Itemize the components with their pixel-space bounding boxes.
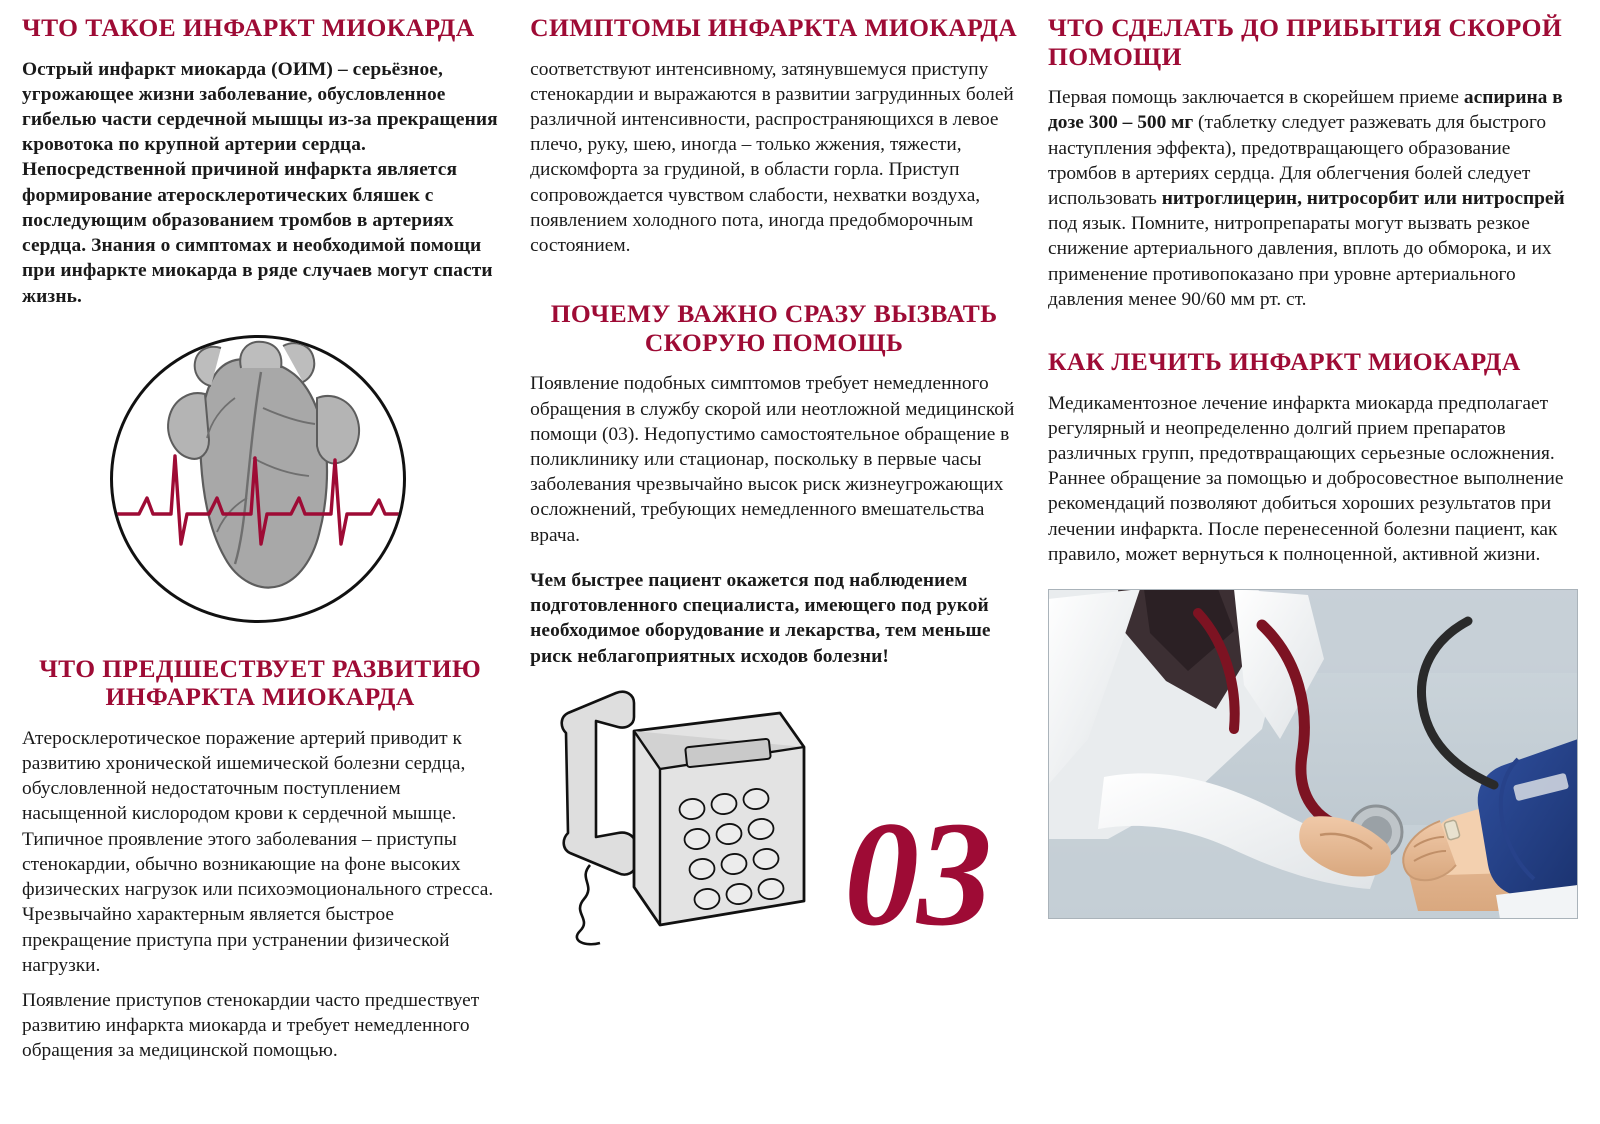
paragraph-how-to-treat: Медикаментозное лечение инфаркта миокарда предполагает регулярный и неопределенно долгий прием препаратов различных групп, предотвращающих серьезные осложнения. Раннее обращение за помощью и добросовестное выполнение рекомендаций позволяют добиться хороших результатов при лечении инфаркта. После перенесенной болезни пациент, как правило, может вернуться к полноценной, активной жизни.	[1048, 392, 1564, 565]
heart-illustration	[110, 335, 410, 625]
paragraph-before-ambulance	[1048, 85, 1578, 312]
before-ambulance-text-1: Первая помощь заключается в скорейшем приеме	[1048, 87, 1464, 109]
column-left	[22, 14, 530, 1124]
paragraph-what-is-mi-intro: Острый инфаркт миокарда (ОИМ) – серьёзное, угрожающее жизни заболевание, обусловленное гибелью части сердечной мышцы из-за прекращения кровотока по крупной артерии сердца. Непосредственной причиной инфаркта является формирование атеросклеротических бляшек с последующим образованием тромбов в артериях сердца. Знания о симптомах и необходимой помощи при инфаркте миокарда в ряде случаев могут спасти жизнь.	[22, 58, 498, 307]
column-middle	[530, 14, 1048, 1124]
paragraph-what-precedes-1: Атеросклеротическое поражение артерий приводит к развитию хронической ишемической болезни сердца, обусловленной недостаточным поступлением насыщенной кислородом крови к сердечной мышце. Типичное проявление этого заболевания – приступы стенокардии, обычно возникающие на фоне высоких физических нагрузок или психоэмоционального стресса. Чрезвычайно характерным является быстрое прекращение приступа при устранении физической нагрузки.	[22, 727, 494, 976]
before-ambulance-text-3: под язык. Помните, нитропрепараты могут вызвать резкое снижение артериального давления, вплоть до обморока, и их применение противопоказано при уровне артериального давления менее 90/60 мм рт. ст.	[1048, 213, 1552, 310]
before-ambulance-text-2: (таблетку следует разжевать для быстрого наступления эффекта), предотвращающего образование тромбов в артериях сердца. Для облегчения болей следует использовать	[1048, 112, 1547, 209]
emergency-number: 03	[844, 790, 991, 957]
heading-how-to-treat: КАК ЛЕЧИТЬ ИНФАРКТ МИОКАРДА	[1048, 347, 1521, 377]
before-ambulance-highlight-aspirin: аспирина в дозе 300 – 500 мг	[1048, 87, 1563, 134]
heading-before-ambulance: ЧТО СДЕЛАТЬ ДО ПРИБЫТИЯ СКОРОЙ ПОМОЩИ	[1048, 13, 1563, 71]
heart-circle-frame	[110, 335, 406, 623]
heading-why-call-ambulance: ПОЧЕМУ ВАЖНО СРАЗУ ВЫЗВАТЬ СКОРУЮ ПОМОЩЬ	[550, 299, 998, 357]
heading-symptoms: СИМПТОМЫ ИНФАРКТА МИОКАРДА	[530, 13, 1018, 42]
paragraph-why-call-ambulance: Появление подобных симптомов требует немедленного обращения в службу скорой или неотложной медицинской помощи (03). Недопустимо самостоятельное обращение в поликлинику или стационар, поскольку в первые часы заболевания чрезвычайно высок риск жизнеугрожающих осложнений, требующих немедленного вмешательства врача.	[530, 373, 1015, 546]
before-ambulance-highlight-nitro: нитроглицерин, нитросорбит или нитроспрей	[1161, 187, 1565, 209]
heading-what-precedes-mi: ЧТО ПРЕДШЕСТВУЕТ РАЗВИТИЮ ИНФАРКТА МИОКАРДА	[39, 653, 482, 712]
blood-pressure-photo	[1048, 589, 1578, 919]
callout-faster-specialist: Чем быстрее пациент окажется под наблюдением подготовленного специалиста, имеющего под рукой необходимое оборудование и лекарства, тем меньше риск неблагоприятных исходов болезни!	[530, 569, 991, 667]
heading-what-is-mi: ЧТО ТАКОЕ ИНФАРКТ МИОКАРДА	[22, 13, 475, 42]
heart-graphic	[113, 338, 405, 622]
column-right	[1048, 14, 1578, 1124]
paragraph-what-precedes-2: Появление приступов стенокардии часто предшествует развитию инфаркта миокарда и требует немедленного обращения за медицинской помощью.	[22, 990, 480, 1062]
phone-illustration	[530, 687, 1018, 957]
telephone-icon	[530, 687, 830, 957]
photo-graphic	[1048, 589, 1578, 919]
paragraph-symptoms: соответствуют интенсивному, затянувшемуся приступу стенокардии и выражаются в развитии загрудинных болей различной интенсивности, распространяющихся в левое плечо, руку, шею, иногда – только жжения, тяжести, дискомфорта за грудиной, в области горла. Приступ сопровождается чувством слабости, нехватки воздуха, появлением холодного пота, иногда предобморочным состоянием.	[530, 58, 1014, 257]
